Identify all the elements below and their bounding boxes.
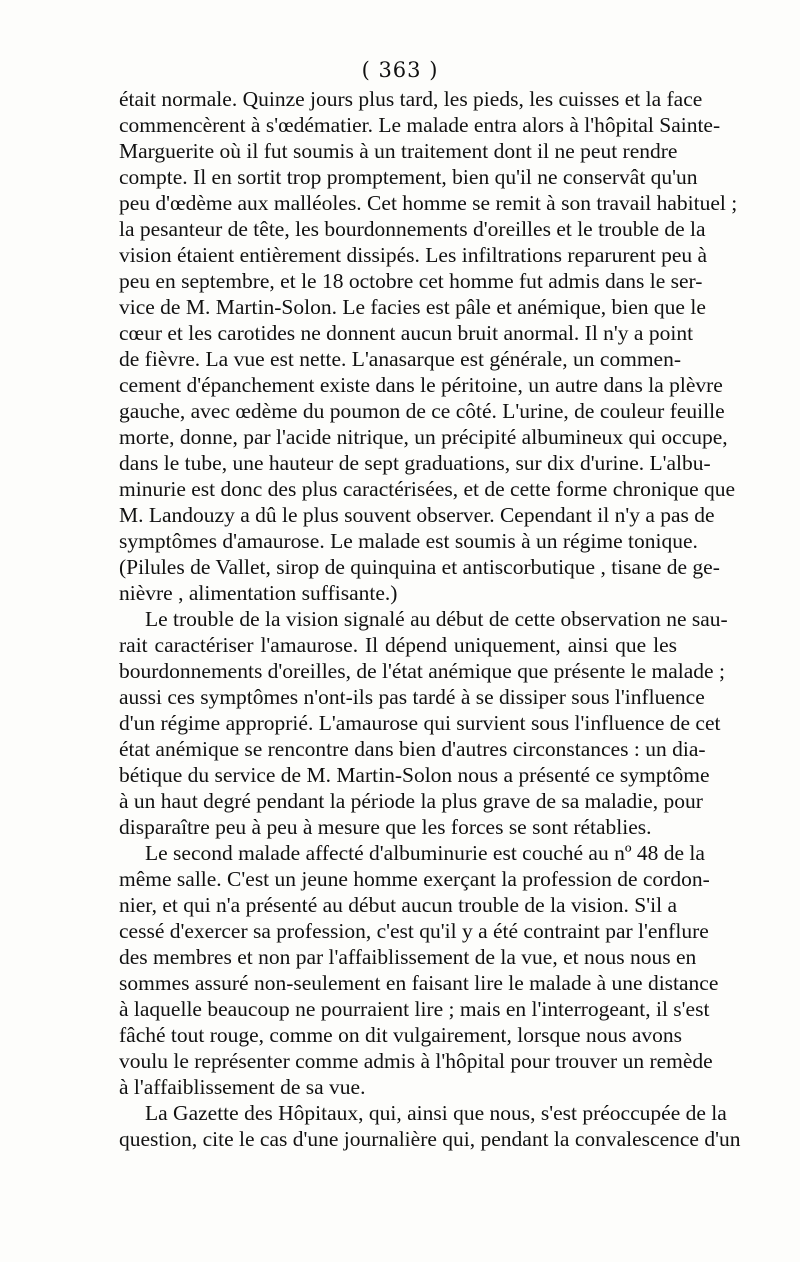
text-line: peu d'œdème aux malléoles. Cet homme se remit à son travail habituel ; [119,191,738,215]
text-line: voulu le représenter comme admis à l'hôpital pour trouver un remède [119,1049,713,1073]
text-line: Marguerite où il fut soumis à un traitement dont il ne peut rendre [119,139,678,163]
text-line: aussi ces symptômes n'ont-ils pas tardé à se dissiper sous l'influence [119,685,705,709]
text-line: rait caractériser l'amaurose. Il dépend uniquement, ainsi que les [119,633,677,657]
text-line: compte. Il en sortit trop promptement, bien qu'il ne conservât qu'un [119,165,698,189]
text-line: La Gazette des Hôpitaux, qui, ainsi que nous, s'est préoccupée de la [145,1101,727,1125]
body-text [119,86,741,1152]
text-line: même salle. C'est un jeune homme exerçant la profession de cordon- [119,867,710,891]
text-line: vice de M. Martin-Solon. Le facies est pâle et anémique, bien que le [119,295,706,319]
text-line: disparaître peu à peu à mesure que les forces se sont rétablies. [119,815,652,839]
text-line: vision étaient entièrement dissipés. Les infiltrations reparurent peu à [119,243,708,267]
text-line: à un haut degré pendant la période la plus grave de sa maladie, pour [119,789,703,813]
text-line: Le second malade affecté d'albuminurie est couché au nº 48 de la [145,841,705,865]
text-line: symptômes d'amaurose. Le malade est soumis à un régime tonique. [119,529,698,553]
text-line: nier, et qui n'a présenté au début aucun trouble de la vision. S'il a [119,893,677,917]
text-line: question, cite le cas d'une journalière qui, pendant la convalescence d'un [119,1127,741,1151]
text-line: commencèrent à s'œdématier. Le malade entra alors à l'hôpital Sainte- [119,113,721,137]
paragraph-4 [119,1100,741,1152]
text-line: cœur et les carotides ne donnent aucun bruit anormal. Il n'y a point [119,321,694,345]
text-line: (Pilules de Vallet, sirop de quinquina et antiscorbutique , tisane de ge- [119,555,720,579]
paragraph-2 [119,606,728,840]
text-line: nièvre , alimentation suffisante.) [119,581,398,605]
text-line: morte, donne, par l'acide nitrique, un précipité albumineux qui occupe, [119,425,728,449]
text-line: d'un régime approprié. L'amaurose qui survient sous l'influence de cet [119,711,721,735]
text-line: cessé d'exercer sa profession, c'est qu'il y a été contraint par l'enflure [119,919,709,943]
text-line: Le trouble de la vision signalé au début de cette observation ne sau- [145,607,728,631]
text-line: de fièvre. La vue est nette. L'anasarque est générale, un commen- [119,347,682,371]
text-line: des membres et non par l'affaiblissement de la vue, et nous nous en [119,945,697,969]
paragraph-3 [119,840,719,1100]
page-number: ( 363 ) [361,58,439,82]
text-line: état anémique se rencontre dans bien d'autres circonstances : un dia- [119,737,706,761]
text-line: à laquelle beaucoup ne pourraient lire ; mais en l'interrogeant, il s'est [119,997,710,1021]
text-line: était normale. Quinze jours plus tard, les pieds, les cuisses et la face [119,87,703,111]
paragraph-1 [119,86,738,606]
text-line: peu en septembre, et le 18 octobre cet homme fut admis dans le ser- [119,269,703,293]
text-line: minurie est donc des plus caractérisées, et de cette forme chronique que [119,477,736,501]
text-line: bourdonnements d'oreilles, de l'état anémique que présente le malade ; [119,659,725,683]
text-line: dans le tube, une hauteur de sept graduations, sur dix d'urine. L'albu- [119,451,711,475]
text-line: cement d'épanchement existe dans le péritoine, un autre dans la plèvre [119,373,723,397]
text-line: fâché tout rouge, comme on dit vulgairement, lorsque nous avons [119,1023,683,1047]
text-line: la pesanteur de tête, les bourdonnements d'oreilles et le trouble de la [119,217,706,241]
text-line: M. Landouzy a dû le plus souvent observer. Cependant il n'y a pas de [119,503,715,527]
text-line: à l'affaiblissement de sa vue. [119,1075,366,1099]
text-line: sommes assuré non-seulement en faisant lire le malade à une distance [119,971,719,995]
text-line: gauche, avec œdème du poumon de ce côté. L'urine, de couleur feuille [119,399,725,423]
text-line: bétique du service de M. Martin-Solon nous a présenté ce symptôme [119,763,710,787]
